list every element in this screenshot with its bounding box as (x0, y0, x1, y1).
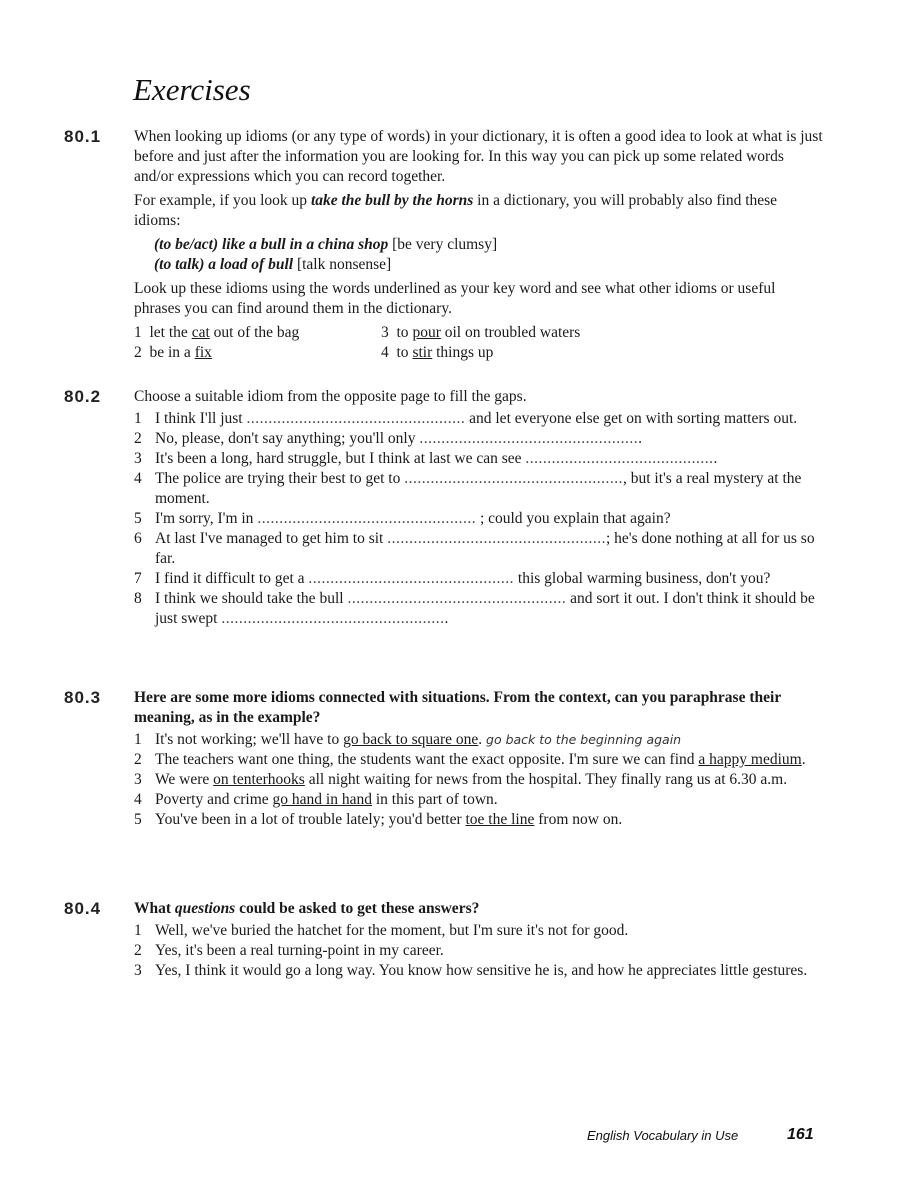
list-item: 4 Poverty and crime go hand in hand in this part of town. (134, 791, 498, 808)
question-list (134, 921, 824, 981)
book-title: English Vocabulary in Use (587, 1128, 739, 1143)
list-item: 3 It's been a long, hard struggle, but I think at last we can see ............................................ (134, 450, 718, 467)
instruction: Here are some more idioms connected with situations. From the context, can you paraphrase their meaning, as in the example? (134, 689, 781, 726)
list-item: 2 Yes, it's been a real turning-point in my career. (134, 942, 444, 959)
page-number: 161 (787, 1126, 814, 1143)
instruction: Choose a suitable idiom from the opposite page to fill the gaps. (134, 388, 527, 405)
page-title: Exercises (133, 72, 251, 107)
paragraph: For example, if you look up take the bull by the horns in a dictionary, you will probably also find these idioms: (134, 192, 778, 229)
list-item: 5 You've been in a lot of trouble lately; you'd better toe the line from now on. (134, 811, 623, 828)
instruction: What questions could be asked to get these answers? (134, 900, 480, 917)
list-item: 2 be in a fix (134, 344, 212, 361)
paraphrase-list (134, 730, 824, 830)
gap-fill-list (134, 409, 824, 629)
list-item: 1 It's not working; we'll have to go back to square one. go back to the beginning again (134, 731, 682, 748)
list-item: 8 I think we should take the bull .................................................. and sort it out. I don't think it should be just swept .................................................... (134, 590, 815, 627)
list-item: 1 let the cat out of the bag (134, 324, 300, 341)
list-item: 3 Yes, I think it would go a long way. You know how sensitive he is, and how he appreciates little gestures. (134, 962, 808, 979)
paragraph: Look up these idioms using the words underlined as your key word and see what other idioms or useful phrases you can find around them in the dictionary. (134, 280, 776, 317)
paragraph: When looking up idioms (or any type of words) in your dictionary, it is often a good idea to look at what is just before and just after the information you are looking for. In this way you can pick up some related words and/or expressions which you can record together. (134, 128, 823, 185)
idiom-examples: (to be/act) like a bull in a china shop [be very clumsy] (to talk) a load of bull [talk nonsense] (154, 236, 498, 273)
exercise-number: 80.2 (64, 387, 102, 406)
exercise-number: 80.3 (64, 688, 102, 707)
handwritten-answer: go back to the beginning again (486, 732, 682, 747)
list-item: 7 I find it difficult to get a ............................................... this global warming business, don't you? (134, 570, 771, 587)
exercise-80-2 (64, 387, 824, 629)
list-item: 1 Well, we've buried the hatchet for the moment, but I'm sure it's not for good. (134, 922, 629, 939)
list-item: 4 to stir things up (381, 344, 494, 361)
list-item: 6 At last I've managed to get him to sit ..................................................; he's done nothing at all for us so far. (134, 530, 815, 567)
list-item: 4 The police are trying their best to get to .................................................., but it's a real mystery at the moment. (134, 470, 802, 507)
list-item: 2 The teachers want one thing, the students want the exact opposite. I'm sure we can find a happy medium. (134, 751, 806, 768)
list-item: 2 No, please, don't say anything; you'll only ................................................... (134, 430, 642, 447)
exercise-80-4 (64, 899, 824, 981)
exercise-80-3 (64, 688, 824, 830)
list-item: 3 to pour oil on troubled waters (381, 324, 581, 341)
exercise-80-1 (64, 127, 824, 363)
exercise-number: 80.1 (64, 127, 102, 146)
list-item: 1 I think I'll just .................................................. and let everyone else get on with sorting matters out. (134, 410, 798, 427)
idiom-list (134, 323, 824, 363)
list-item: 5 I'm sorry, I'm in .................................................. ; could you explain that again? (134, 510, 671, 527)
exercise-number: 80.4 (64, 899, 102, 918)
list-item: 3 We were on tenterhooks all night waiting for news from the hospital. They finally rang us at 6.30 a.m. (134, 771, 788, 788)
